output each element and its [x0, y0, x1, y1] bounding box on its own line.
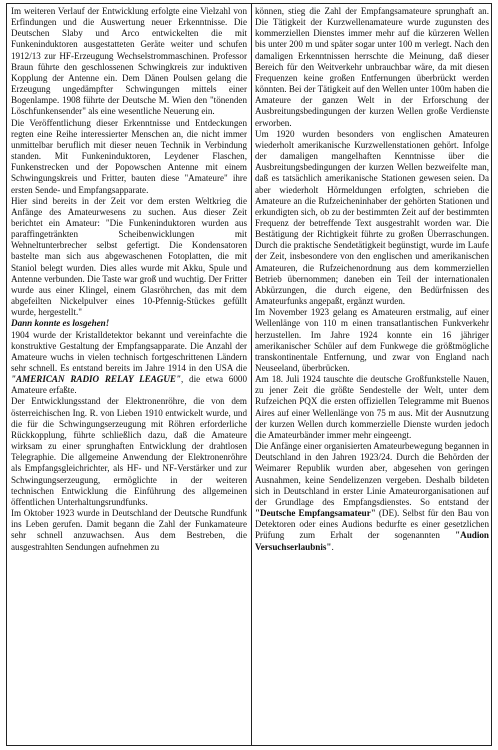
text-run: . — [331, 541, 334, 552]
permit-name: "Audion Versuchserlaubnis" — [255, 530, 489, 552]
paragraph: Im November 1923 gelang es Amateuren erstmalig, auf einer Wellenlänge von 110 m einen transatlantischen Funkverkehr herzustellen. Im Jahre 1924 konnte ein 16 jähriger amerikanischer Schüler auf dem Funkwege die größtmögliche transkontinentale Entfernung, und zwar von England nach Neuseeland, überbrücken. — [255, 307, 489, 373]
paragraph: Um 1920 wurden besonders von englischen Amateuren wiederholt amerikanische Kurzwellenstationen gehört. Infolge der damaligen mangelhaften Kenntnisse über die Ausbreitungsbedingungen der kurzen Wellen bezweifelte man, daß es tatsächlich amerikanische Stationen gewesen seien. Da aber wiederholt Hörmeldungen erfolgten, schrieben die Amateure an die Rufzeicheninhaber der gehörten Stationen und erkundigten sich, ob zu der bestimmten Zeit auf der bestimmten Frequenz der betreffende Text ausgestrahlt worden war. Die Bestätigung der Richtigkeit führte zu großen Überraschungen. Durch die praktische Sendetätigkeit begünstigt, wurde im Laufe der Zeit, insbesondere von den englischen und amerikanischen Amateuren, die Rufzeichenordnung aus dem kommerziellen Betrieb übernommen; daneben ein Teil der internationalen Abkürzungen, die durch eigene, den Bedürfnissen des Amateurfunks angepaßt, ergänzt wurden. — [255, 128, 489, 307]
paragraph — [11, 330, 247, 397]
organization-name: "AMERICAN RADIO RELAY LEAGUE" — [11, 374, 182, 385]
organization-name: "Deutsche Empfangsamateur" — [255, 508, 376, 519]
paragraph: Im weiteren Verlauf der Entwicklung erfolgte eine Vielzahl von Erfindungen und die Auswertung neuer Erkenntnisse. Die Deutschen Slaby und Arco entwickelten die mit Funkeninduktoren ausgestatteten Geräte weiter und schufen 1912/13 zur HF-Erzeugung Wechselstrommaschinen. Professor Braun führte den geschlossenen Schwingkreis zur induktiven Kopplung der Antenne ein. Dem Dänen Poulsen gelang die Erzeugung ungedämpfter Schwingungen mittels einer Bogenlampe. 1908 führte der Deutsche M. Wien den "tönenden Löschfunkensender" als eine wesentliche Neuerung ein. — [11, 6, 247, 117]
paragraph: können, stieg die Zahl der Empfangsamateure sprunghaft an. Die Tätigkeit der Kurzwellenamateure wurde zugunsten des kommerziellen Dienstes immer mehr auf die kürzeren Wellen bis unter 200 m und später sogar unter 100 m verlegt. Nach den damaligen Erkenntnissen herrschte die Meinung, daß dieser Bereich für den Weitverkehr unbrauchbar wäre, da mit diesen Frequenzen keine großen Entfernungen überbrückt werden könnten. Bei der Tätigkeit auf den Wellen unter 100m haben die Amateure der ganzen Welt in der Erforschung der Ausbreitungsbedingungen der kurzen Wellen große Verdienste erworben. — [255, 6, 489, 128]
text-frame — [6, 3, 492, 746]
column-divider — [251, 4, 252, 745]
paragraph — [255, 441, 489, 553]
left-column — [11, 6, 247, 743]
paragraph: Hier sind bereits in der Zeit vor dem ersten Weltkrieg die Anfänge des Amateurwesens zu suchen. Aus dieser Zeit berichtet ein Amateur: "Die Funkeninduktoren wurden aus paraffingetränkten Scheibenwicklungen mit Wehneltunterbrecher selbst gefertigt. Die Kondensatoren bastelte man sich aus abgewaschenen Fotoplatten, die mit Staniol belegt wurden. Dies alles wurde mit Akku, Spule und Antenne verbunden. Die Taste war groß und wuchtig. Der Fritter wurde aus einer Klingel, einem Glasröhrchen, das mit dem abgefeilten Nickelpulver eines 10-Pfennig-Stückes gefüllt wurde, hergestellt." — [11, 195, 247, 318]
subheading: Dann konnte es losgehen! — [11, 318, 110, 329]
paragraph: Der Entwicklungsstand der Elektronenröhre, die von dem österreichischen Ing. R. von Lieben 1910 entwickelt wurde, und die für die Schwingungserzeugung mit Röhren erforderliche Rückkopplung, führte schließlich dazu, daß die Amateure wirksam zu einer sprunghaften Entwicklung der drahtlosen Telegraphie. Die allgemeine Anwendung der Elektronenröhre als Empfangsgleichrichter, als HF- und NF-Verstärker und zur Schwingungserzeugung, ermöglichte in der weiteren technischen Entwicklung die Einführung des allgemeinen öffentlichen Unterhaltungsrundfunks. — [11, 396, 247, 507]
text-run: , die etwa 6000 Amateure erfaßte. — [11, 374, 247, 396]
paragraph: Die Veröffentlichung dieser Erkenntnisse und Entdeckungen regten eine Reihe interessierter Menschen an, die nicht immer unmittelbar beruflich mit dieser neuen Technik in Verbindung standen. Mit Funkeninduktoren, Leydener Flaschen, Funkenstrecken und der Popowschen Antenne mit einem Schwingungskreis und Fritter, bauten diese "Amateure" ihre ersten Sende- und Empfangsapparate. — [11, 117, 247, 195]
paragraph: Am 18. Juli 1924 tauschte die deutsche Großfunkstelle Nauen, zu jener Zeit die größte Sendestelle der Welt, unter dem Rufzeichen PQX die ersten offiziellen Telegramme mit Buenos Aires auf einer Wellenlänge von 75 m aus. Mit der Ausnutzung der kurzen Wellen durch kommerzielle Dienste wurden jedoch die Amateurbänder immer mehr eingeengt. — [255, 374, 489, 440]
right-column — [255, 6, 489, 743]
paragraph: Im Oktober 1923 wurde in Deutschland der Deutsche Rundfunk ins Leben gerufen. Damit begann die Zahl der Funkamateure sehr schnell anzuwachsen. Aus dem Bestreben, die ausgestrahlten Sendungen aufnehmen zu — [11, 508, 247, 552]
text-run: 1904 wurde der Kristalldetektor bekannt und vereinfachte die konstruktive Gestaltung der Empfangsapparate. Die Anzahl der Amateure wuchs in vielen technisch fortgeschrittenen Ländern sehr schnell. Es entstand bereits im Jahre 1914 in den USA die — [11, 329, 247, 373]
text-run: (DE). Selbst für den Bau von Detektoren oder eines Audions bedurfte es einer gesetzlichen Prüfung zum Erhalt der sogenannten — [255, 508, 489, 541]
text-run: Die Anfänge einer organisierten Amateurbewegung begannen in Deutschland in den Jahren 1923/24. Durch die Behörden der Weimarer Republik wurden aber, abgesehen von geringen Ausnahmen, keine Sendelizenzen vergeben. Deshalb bildeten sich in Deutschland in erster Linie Amateurorganisationen auf der Grundlage des Empfangsdienstes. So entstand der — [255, 441, 489, 507]
